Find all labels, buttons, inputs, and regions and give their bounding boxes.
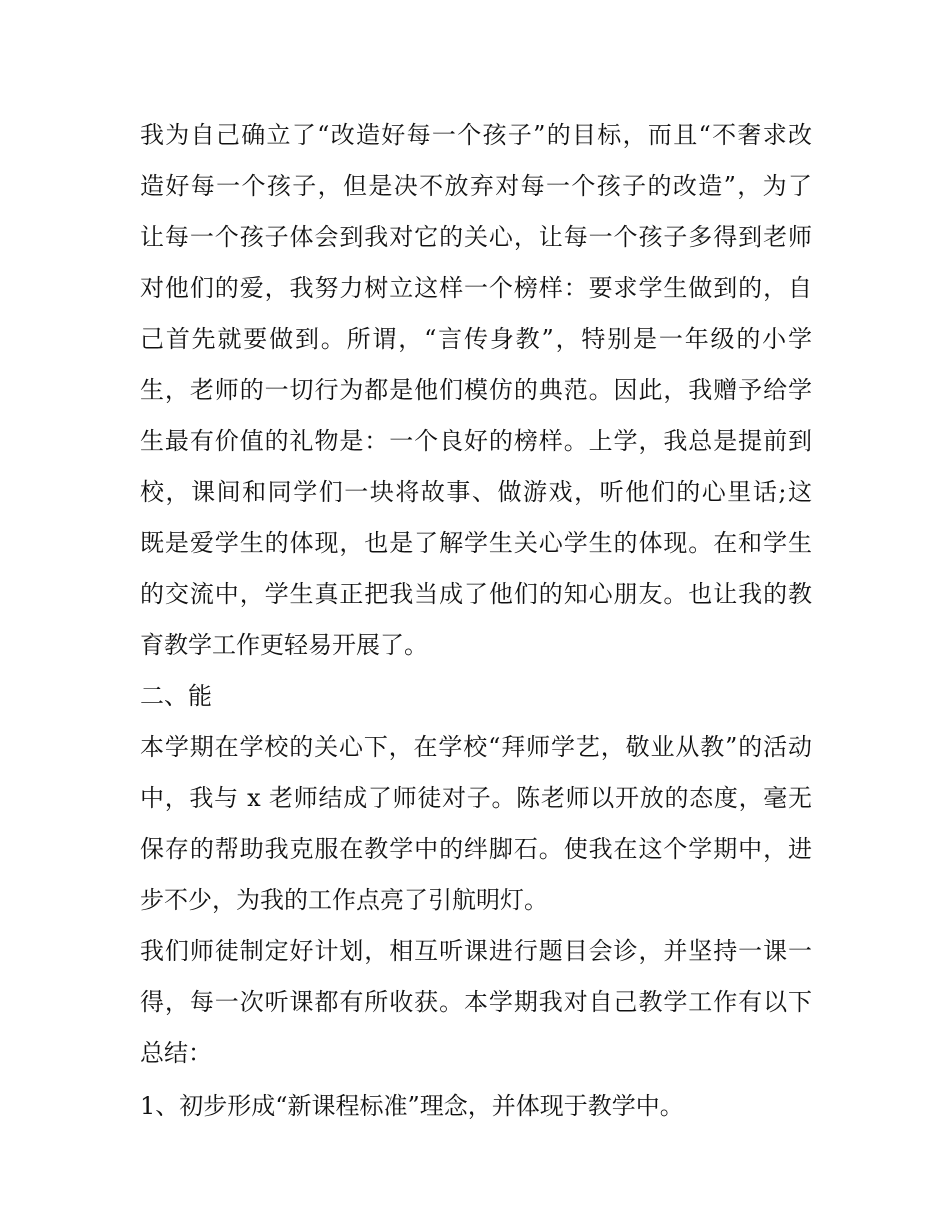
text-line: 保存的帮助我克服在教学中的绊脚石。使我在这个学期中，进: [140, 835, 812, 863]
text-line: 己首先就要做到。所谓，“言传身教”，特别是一年级的小学: [140, 325, 812, 353]
document-body: [140, 110, 812, 1132]
text-line: 步不少，为我的工作点亮了引航明灯。: [140, 886, 548, 914]
text-line: 生最有价值的礼物是：一个良好的榜样。上学，我总是提前到: [140, 427, 812, 455]
text-line: 1、初步形成“新课程标准”理念，并体现于教学中。: [140, 1092, 684, 1120]
text-line: 校，课间和同学们一块将故事、做游戏，听他们的心里话;这: [140, 478, 812, 506]
list-item: [140, 1081, 812, 1132]
text-line: 得，每一次听课都有所收获。本学期我对自己教学工作有以下: [140, 988, 812, 1016]
section-heading: [140, 671, 812, 722]
text-line: 育教学工作更轻易开展了。: [140, 631, 428, 659]
heading-text: 二、能: [140, 682, 212, 710]
text-line: 既是爱学生的体现，也是了解学生关心学生的体现。在和学生: [140, 529, 812, 557]
text-line: 让每一个孩子体会到我对它的关心，让每一个孩子多得到老师: [140, 223, 812, 251]
text-line: 的交流中，学生真正把我当成了他们的知心朋友。也让我的教: [140, 580, 812, 608]
text-line: 中，我与 x 老师结成了师徒对子。陈老师以开放的态度，毫无: [140, 784, 812, 812]
text-line: 本学期在学校的关心下，在学校“拜师学艺，敬业从教”的活动: [140, 733, 812, 761]
text-line: 我为自己确立了“改造好每一个孩子”的目标，而且“不奢求改: [140, 121, 812, 149]
text-line: 总结：: [140, 1039, 212, 1067]
text-line: 生，老师的一切行为都是他们模仿的典范。因此，我赠予给学: [140, 376, 812, 404]
paragraph: [140, 110, 812, 671]
paragraph: [140, 722, 812, 926]
text-line: 造好每一个孩子，但是决不放弃对每一个孩子的改造”，为了: [140, 172, 812, 200]
text-line: 我们师徒制定好计划，相互听课进行题目会诊，并坚持一课一: [140, 937, 812, 965]
paragraph: [140, 926, 812, 1079]
text-line: 对他们的爱，我努力树立这样一个榜样：要求学生做到的，自: [140, 274, 812, 302]
